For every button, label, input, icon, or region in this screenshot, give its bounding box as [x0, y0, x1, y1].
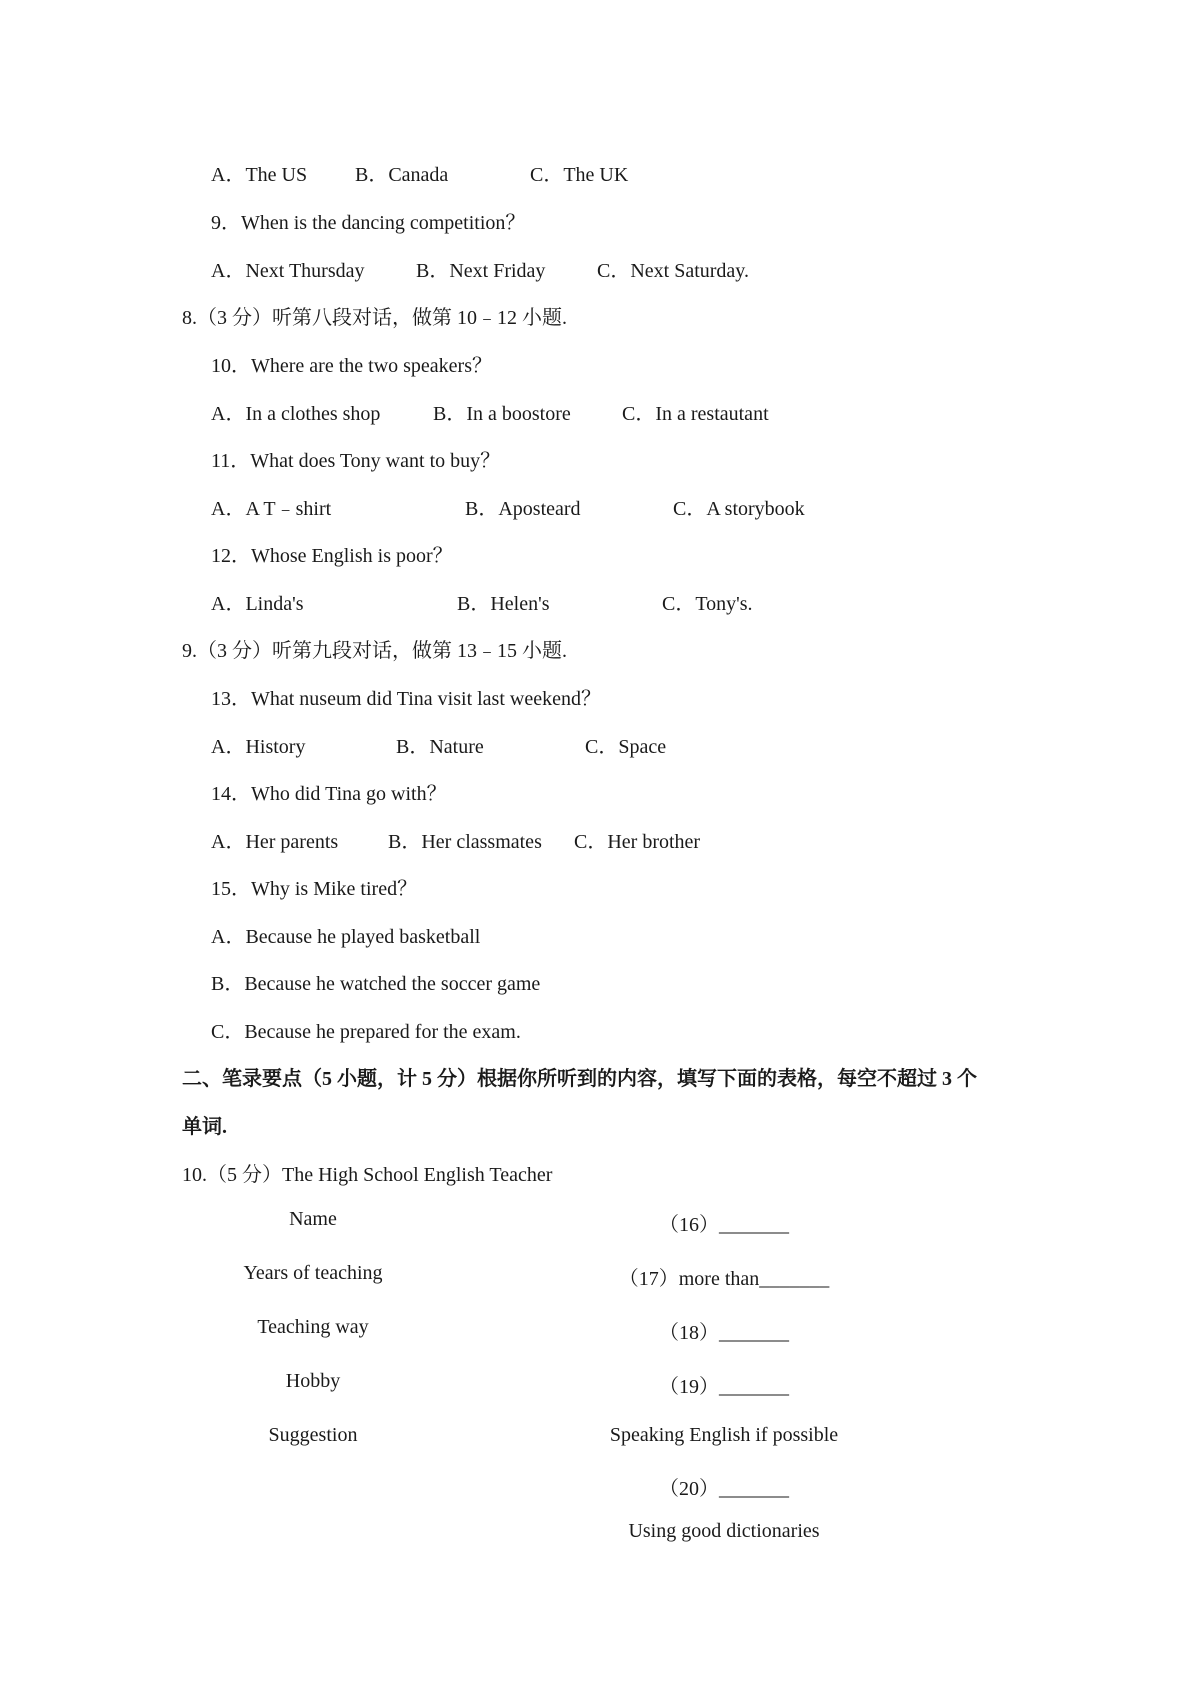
table-label-suggestion: Suggestion: [268, 1424, 358, 1446]
q9-option-a: A．Next Thursday: [211, 260, 365, 282]
q13-question: 13．What nuseum did Tina visit last weekend？: [211, 688, 601, 710]
q12-question: 12．Whose English is poor？: [211, 545, 453, 567]
section9-header: 9.（3 分）听第九段对话，做第 13﹣15 小题.: [182, 640, 567, 662]
q8-option-c: C．The UK: [530, 164, 629, 186]
q14-option-c: C．Her brother: [574, 831, 701, 853]
table-value-teaching-way: （18）_______: [659, 1322, 789, 1344]
q15-option-c: C．Because he prepared for the exam.: [211, 1021, 521, 1043]
table-label-years: Years of teaching: [243, 1262, 383, 1284]
q14-option-a: A．Her parents: [211, 831, 339, 853]
table-value-suggestion-2: （20）_______: [659, 1478, 789, 1500]
q8-option-a: A．The US: [211, 164, 308, 186]
q9-question: 9．When is the dancing competition？: [211, 212, 526, 234]
q11-option-b: B．Aposteard: [465, 498, 581, 520]
q15-option-a: A．Because he played basketball: [211, 926, 481, 948]
q15-option-b: B．Because he watched the soccer game: [211, 973, 541, 995]
q11-option-a: A．A T﹣shirt: [211, 498, 332, 520]
q12-option-c: C．Tony's.: [662, 593, 753, 615]
q13-option-c: C．Space: [585, 736, 667, 758]
q12-option-a: A．Linda's: [211, 593, 304, 615]
table-label-hobby: Hobby: [285, 1370, 341, 1392]
part2-header-line2: 单词.: [182, 1116, 227, 1138]
table-value-years: （17）more than_______: [618, 1268, 830, 1290]
q12-option-b: B．Helen's: [457, 593, 550, 615]
q13-option-a: A．History: [211, 736, 306, 758]
table-value-suggestion-3: Using good dictionaries: [628, 1520, 820, 1542]
table-label-teaching-way: Teaching way: [257, 1316, 369, 1338]
q10-option-c: C．In a restautant: [622, 403, 769, 425]
q15-question: 15．Why is Mike tired？: [211, 878, 418, 900]
table-value-suggestion-1: Speaking English if possible: [609, 1424, 839, 1446]
q14-option-b: B．Her classmates: [388, 831, 542, 853]
table-value-hobby: （19）_______: [659, 1376, 789, 1398]
q14-question: 14．Who did Tina go with？: [211, 783, 447, 805]
q8-option-b: B．Canada: [355, 164, 449, 186]
q13-option-b: B．Nature: [396, 736, 484, 758]
q9-option-c: C．Next Saturday.: [597, 260, 750, 282]
q10-option-a: A．In a clothes shop: [211, 403, 381, 425]
table-value-name: （16）_______: [659, 1214, 789, 1236]
q9-option-b: B．Next Friday: [416, 260, 546, 282]
section10-header: 10.（5 分）The High School English Teacher: [182, 1164, 553, 1186]
section8-header: 8.（3 分）听第八段对话，做第 10﹣12 小题.: [182, 307, 567, 329]
table-label-name: Name: [289, 1208, 337, 1230]
q10-option-b: B．In a boostore: [433, 403, 571, 425]
q11-option-c: C．A storybook: [673, 498, 805, 520]
q11-question: 11．What does Tony want to buy？: [211, 450, 501, 472]
q10-question: 10．Where are the two speakers？: [211, 355, 492, 377]
part2-header-line1: 二、笔录要点（5 小题，计 5 分）根据你所听到的内容，填写下面的表格，每空不超过 3 个: [182, 1068, 977, 1090]
